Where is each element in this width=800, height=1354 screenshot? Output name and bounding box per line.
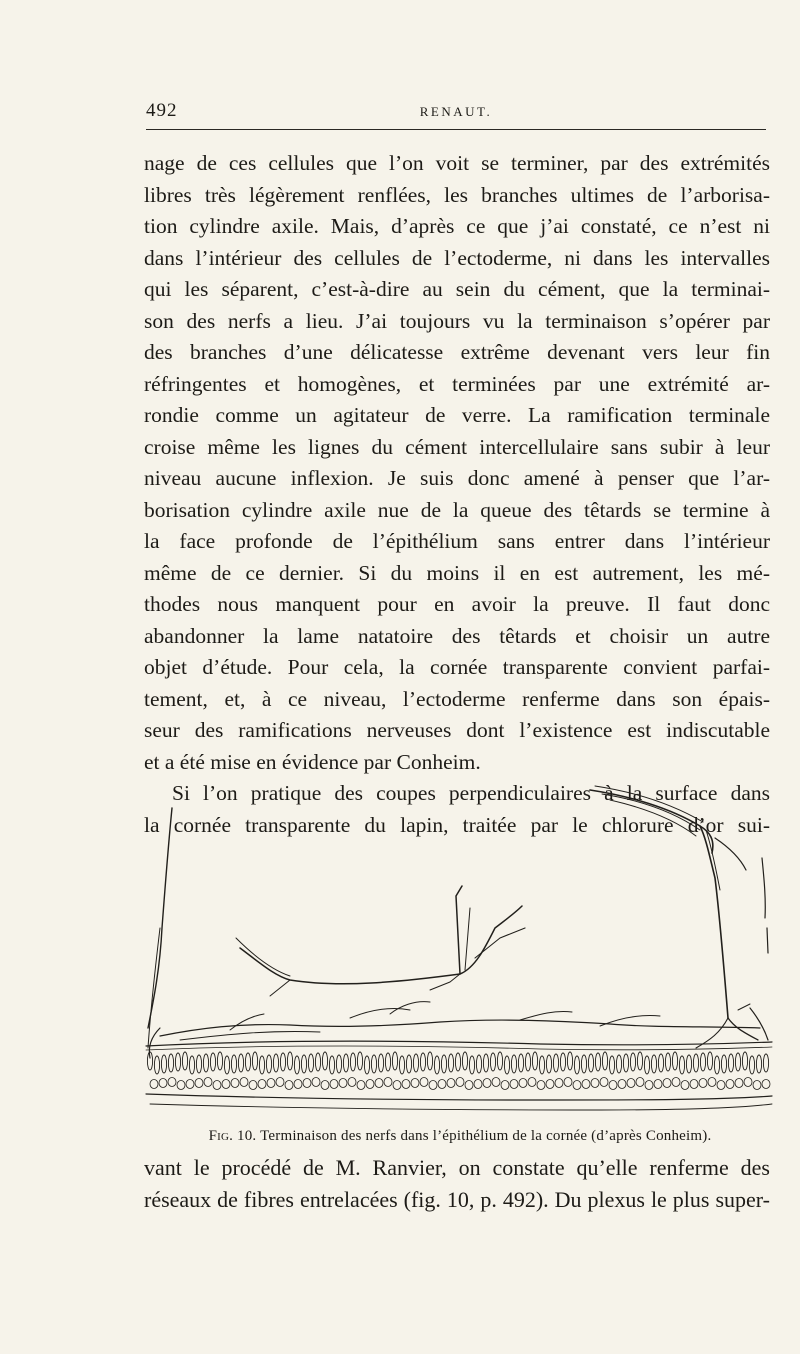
text-line: seur des ramifications nerveuses dont l’existence est indiscutable xyxy=(144,718,770,742)
text-line: dans l’intérieur des cellules de l’ectoderme, ni dans les intervalles xyxy=(144,245,770,270)
text-line: tion cylindre axile. Mais, d’après ce que j’ai constaté, ce n’est ni xyxy=(144,214,770,238)
header-rule xyxy=(146,129,766,130)
text-line: vant le procédé de M. Ranvier, on constate qu’elle renferme des xyxy=(144,1155,770,1180)
text-line: libres très légèrement renflées, les branches ultimes de l’arborisa- xyxy=(144,182,770,207)
text-line: et a été mise en évidence par Conheim. xyxy=(144,749,481,774)
text-line: rondie comme un agitateur de verre. La ramification terminale xyxy=(144,403,770,427)
running-title: RENAUT. xyxy=(419,104,493,119)
text-line: réfringentes et homogènes, et terminées par une extrémité ar- xyxy=(144,371,770,396)
text-line: borisation cylindre axile nue de la queue des têtards se termine à xyxy=(144,497,770,522)
text-line: tement, et, à ce niveau, l’ectoderme renferme dans son épais- xyxy=(144,686,770,711)
figure-illustration xyxy=(140,778,780,1118)
caption-text: Terminaison des nerfs dans l’épithélium de la cornée (d’après Conheim). xyxy=(260,1128,712,1144)
page-number: 492 xyxy=(146,100,178,121)
text-line: la cornée transparente du lapin, traitée par le chlorure d’or sui- xyxy=(144,812,770,837)
text-line: son des nerfs a lieu. J’ai toujours vu la terminaison s’opérer par xyxy=(144,308,770,333)
running-head xyxy=(146,100,766,124)
text-line: même de ce dernier. Si du moins il en est autrement, les mé- xyxy=(144,560,770,585)
text-line: réseaux de fibres entrelacées (fig. 10, p. 492). Du plexus le plus super- xyxy=(144,1187,770,1212)
text-line: des branches d’une délicatesse extrême devenant vers leur fin xyxy=(144,340,770,364)
caption-label: Fig. 10. xyxy=(208,1128,257,1144)
text-line: abandonner la lame natatoire des têtards et choisir un autre xyxy=(144,623,770,648)
text-line: qui les séparent, c’est-à-dire au sein du cément, que la terminai- xyxy=(144,277,770,301)
text-line: croise même les lignes du cément intercellulaire sans subir à leur xyxy=(144,434,770,459)
cornea-epithelium-drawing xyxy=(140,778,780,1118)
text-line: thodes nous manquent pour en avoir la preuve. Il faut donc xyxy=(144,592,770,616)
text-line: objet d’étude. Pour cela, la cornée transparente convient parfai- xyxy=(144,655,770,679)
body-text-continued xyxy=(144,1152,770,1216)
text-line: Si l’on pratique des coupes perpendiculaires à la surface dans xyxy=(172,781,770,805)
text-line: nage de ces cellules que l’on voit se terminer, par des extrémités xyxy=(144,151,770,175)
figure-caption xyxy=(140,1128,780,1145)
text-line: niveau aucune inflexion. Je suis donc amené à penser que l’ar- xyxy=(144,466,770,490)
text-line: la face profonde de l’épithélium sans entrer dans l’intérieur xyxy=(144,529,770,553)
body-text xyxy=(144,148,770,841)
